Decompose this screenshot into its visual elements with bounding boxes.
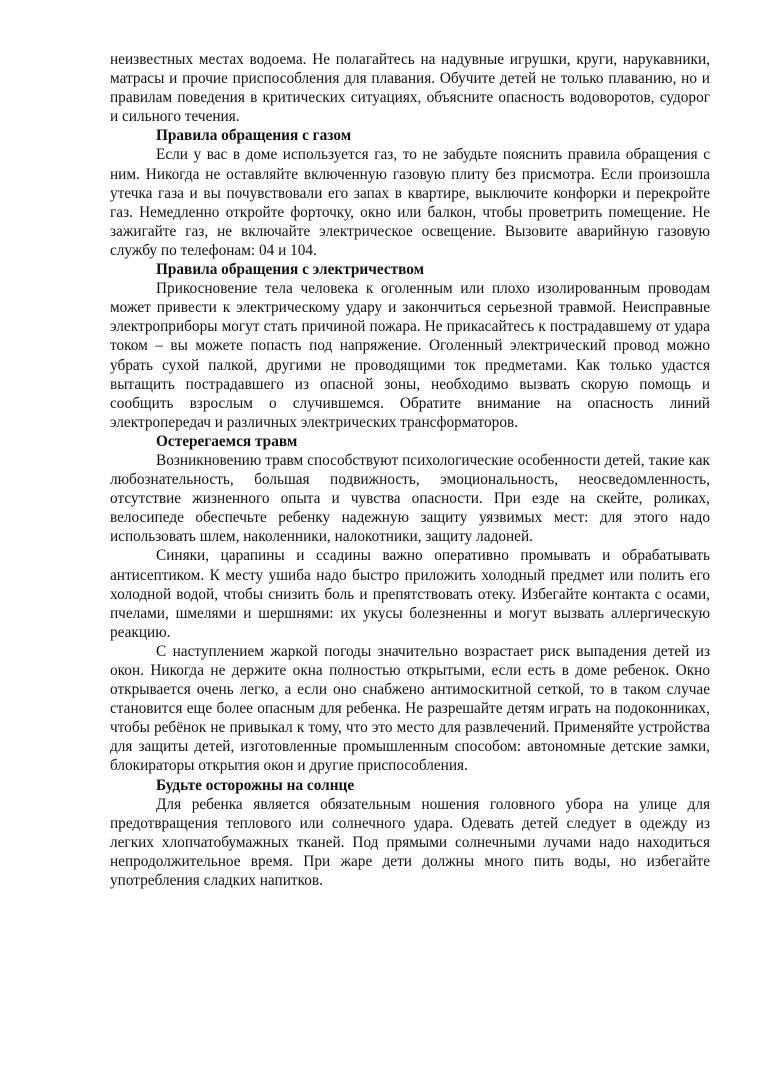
heading-gas-rules: Правила обращения с газом [156, 127, 352, 145]
heading-electricity-rules: Правила обращения с электричеством [156, 261, 425, 279]
paragraph-window-safety: С наступлением жаркой погоды значительно возрастает риск выпадения детей из окон. Никогда не держите окна полностью открытыми, если есть в доме ребенок. Окно открывается очень легко, а если оно снабжено антимоскитной сеткой, то в таком случае становится еще более опасным для ребенка. Не разрешайте детям играть на подоконниках, чтобы ребёнок не привыкал к тому, что это место для развлечений. Применяйте устройства для защиты детей, изготовленные промышленным способом: автономные детские замки, блокираторы открытия окон и другие приспособления. [110, 642, 710, 775]
paragraph-injuries-causes: Возникновению травм способствуют психологические особенности детей, такие как любознательность, большая подвижность, эмоциональность, неосведомленность, отсутствие жизненного опыта и чувства опасности. При езде на скейте, роликах, велосипеде обеспечьте ребенку надежную защиту уязвимых мест: для этого надо использовать шлем, наколенники, налокотники, защиту ладоней. [110, 451, 710, 546]
document-page [110, 50, 710, 890]
paragraph-sun-safety: Для ребенка является обязательным ношения головного убора на улице для предотвращения теплового или солнечного удара. Одевать детей следует в одежду из легких хлопчатобумажных тканей. Под прямыми солнечными лучами надо находиться непродолжительное время. При жаре дети должны много пить воды, но избегайте употребления сладких напитков. [110, 795, 710, 890]
paragraph-electricity-rules: Прикосновение тела человека к оголенным или плохо изолированным проводам может привести к электрическому удару и закончиться серьезной травмой. Неисправные электроприборы могут стать причиной пожара. Не прикасайтесь к пострадавшему от удара током – вы можете попасть под напряжение. Оголенный электрический провод можно убрать сухой палкой, другими не проводящими ток предметами. Как только удастся вытащить пострадавшего из опасной зоны, необходимо вызвать скорую помощь и сообщить взрослым о случившемся. Обратите внимание на опасность линий электропередач и различных электрических трансформаторов. [110, 280, 710, 431]
paragraph-injuries-first-aid: Синяки, царапины и ссадины важно оперативно промывать и обрабатывать антисептиком. К месту ушиба надо быстро приложить холодный предмет или полить его холодной водой, чтобы снизить боль и препятствовать отеку. Избегайте контакта с осами, пчелами, шмелями и шершнями: их укусы болезненны и могут вызвать аллергическую реакцию. [110, 547, 710, 641]
paragraph-gas-rules: Если у вас в доме используется газ, то не забудьте пояснить правила обращения с ним. Никогда не оставляйте включенную газовую плиту без присмотра. Если произошла утечка газа и вы почувствовали его запах в квартире, выключите конфорки и перекройте газ. Немедленно откройте форточку, окно или балкон, чтобы проветрить помещение. Не зажигайте газ, не включайте электрическое освещение. Вызовите аварийную газовую службу по телефонам: 04 и 104. [110, 146, 710, 259]
paragraph-water-safety-continued: неизвестных местах водоема. Не полагайтесь на надувные игрушки, круги, нарукавники, матрасы и прочие приспособления для плавания. Обучите детей не только плаванию, но и правилам поведения в критических ситуациях, объясните опасность водоворотов, судорог и сильного течения. [110, 51, 710, 126]
heading-injuries: Остерегаемся травм [156, 432, 298, 450]
heading-sun-safety: Будьте осторожны на солнце [156, 776, 355, 794]
